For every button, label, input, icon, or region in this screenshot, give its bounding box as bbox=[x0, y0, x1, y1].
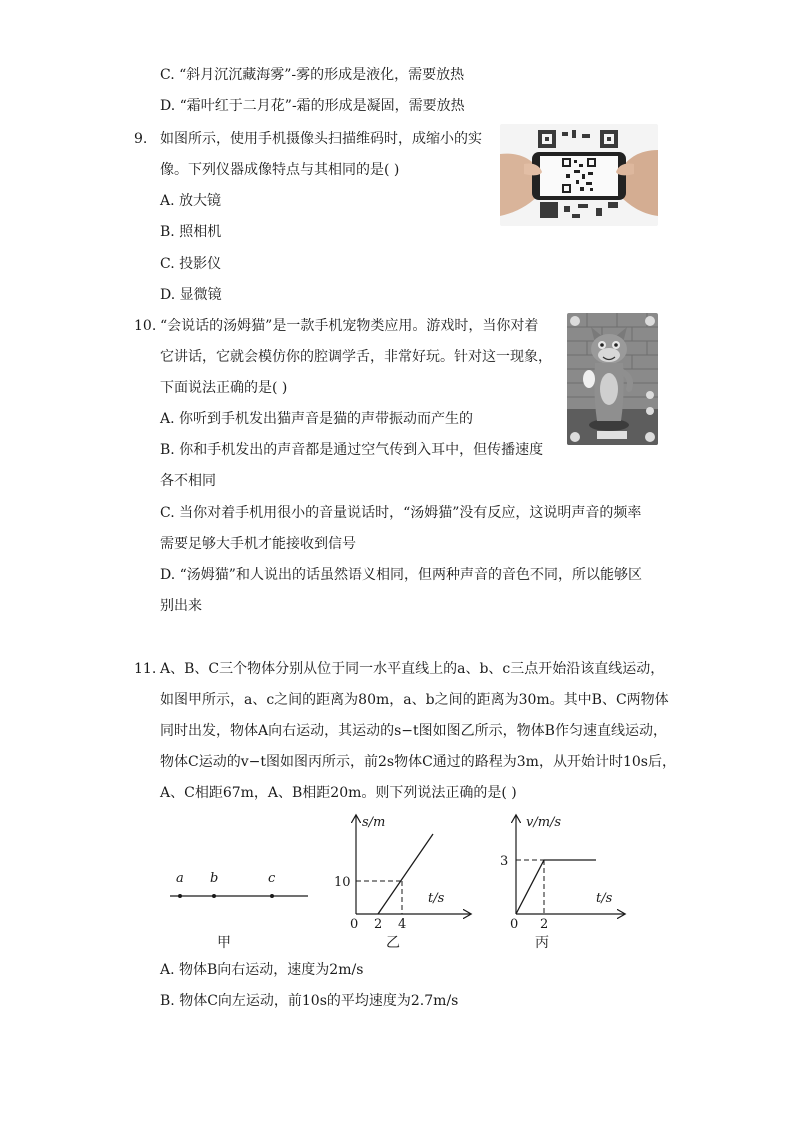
q10-option-c-line2: 需要足够大手机才能接收到信号 bbox=[160, 536, 356, 552]
q10-option-b-line1: B. 你和手机发出的声音都是通过空气传到入耳中，但传播速度 bbox=[160, 442, 544, 458]
q10-option-b-line2: 各不相同 bbox=[160, 473, 216, 489]
q11-stem-line5: A、C相距67m，A、B相距20m。则下列说法正确的是( ) bbox=[160, 785, 517, 801]
q9-stem-line2: 像。下列仪器成像特点与其相同的是( ) bbox=[160, 162, 400, 178]
figure-jia-caption: 甲 bbox=[217, 935, 231, 951]
bing-ylabel: v/m/s bbox=[526, 815, 562, 830]
point-b-label: b bbox=[210, 871, 219, 886]
q9-number: 9. bbox=[134, 131, 148, 147]
q9-option-d: D. 显微镜 bbox=[160, 287, 222, 303]
point-a-label: a bbox=[176, 871, 184, 886]
q10-option-d-line2: 别出来 bbox=[160, 598, 202, 614]
q9-option-a: A. 放大镜 bbox=[160, 193, 222, 209]
yi-xtick-4: 4 bbox=[398, 917, 407, 932]
yi-ylabel: s/m bbox=[362, 815, 386, 830]
q10-number: 10. bbox=[134, 318, 157, 334]
q10-stem-line3: 下面说法正确的是( ) bbox=[160, 380, 288, 396]
bing-xtick-0: 0 bbox=[510, 917, 519, 932]
q11-stem-line2: 如图甲所示，a、c之间的距离为80m，a、b之间的距离为30m。其中B、C两物体 bbox=[160, 692, 669, 708]
q8-option-d: D. “霜叶红于二月花”-霜的形成是凝固，需要放热 bbox=[160, 98, 465, 114]
yi-ytick-10: 10 bbox=[334, 875, 351, 890]
q9-option-b: B. 照相机 bbox=[160, 224, 222, 240]
q10-stem-line2: 它讲话，它就会模仿你的腔调学舌，非常好玩。针对这一现象， bbox=[160, 349, 552, 365]
figure-bing-vt-graph bbox=[492, 808, 632, 933]
point-c-label: c bbox=[268, 871, 276, 886]
figure-bing-caption: 丙 bbox=[535, 935, 549, 951]
bing-xtick-2: 2 bbox=[540, 917, 549, 932]
yi-xlabel: t/s bbox=[428, 891, 445, 906]
q11-option-a: A. 物体B向右运动，速度为2m/s bbox=[160, 962, 364, 978]
q11-stem-line3: 同时出发，物体A向右运动，其运动的s−t图如图乙所示，物体B作匀速直线运动， bbox=[160, 723, 667, 739]
q10-option-d-line1: D. “汤姆猫”和人说出的话虽然语义相同，但两种声音的音色不同，所以能够区 bbox=[160, 567, 642, 583]
q10-option-a: A. 你听到手机发出猫声音是猫的声带振动而产生的 bbox=[160, 411, 474, 427]
yi-xtick-2: 2 bbox=[374, 917, 383, 932]
yi-xtick-0: 0 bbox=[350, 917, 359, 932]
q9-stem-line1: 如图所示，使用手机摄像头扫描维码时，成缩小的实 bbox=[160, 131, 482, 147]
talking-tom-screenshot bbox=[567, 313, 658, 445]
q9-option-c: C. 投影仪 bbox=[160, 256, 222, 272]
figure-yi-caption: 乙 bbox=[386, 935, 400, 951]
yi-data-line bbox=[378, 834, 433, 914]
qr-scan-photo bbox=[500, 124, 658, 226]
q11-stem-line1: A、B、C三个物体分别从位于同一水平直线上的a、b、c三点开始沿该直线运动， bbox=[160, 661, 665, 677]
q8-option-c: C. “斜月沉沉藏海雾”-雾的形成是液化，需要放热 bbox=[160, 67, 465, 83]
figure-jia-number-line bbox=[160, 860, 320, 910]
bing-data-line bbox=[516, 860, 596, 914]
q11-option-b: B. 物体C向左运动，前10s的平均速度为2.7m/s bbox=[160, 993, 459, 1009]
bing-xlabel: t/s bbox=[596, 891, 613, 906]
figure-yi-st-graph bbox=[330, 808, 480, 933]
q10-option-c-line1: C. 当你对着手机用很小的音量说话时，“汤姆猫”没有反应，这说明声音的频率 bbox=[160, 505, 642, 521]
q11-stem-line4: 物体C运动的v−t图如图丙所示，前2s物体C通过的路程为3m，从开始计时10s后， bbox=[160, 754, 676, 770]
bing-ytick-3: 3 bbox=[500, 854, 509, 869]
q11-number: 11. bbox=[134, 661, 157, 677]
q10-stem-line1: “会说话的汤姆猫”是一款手机宠物类应用。游戏时，当你对着 bbox=[160, 318, 539, 334]
